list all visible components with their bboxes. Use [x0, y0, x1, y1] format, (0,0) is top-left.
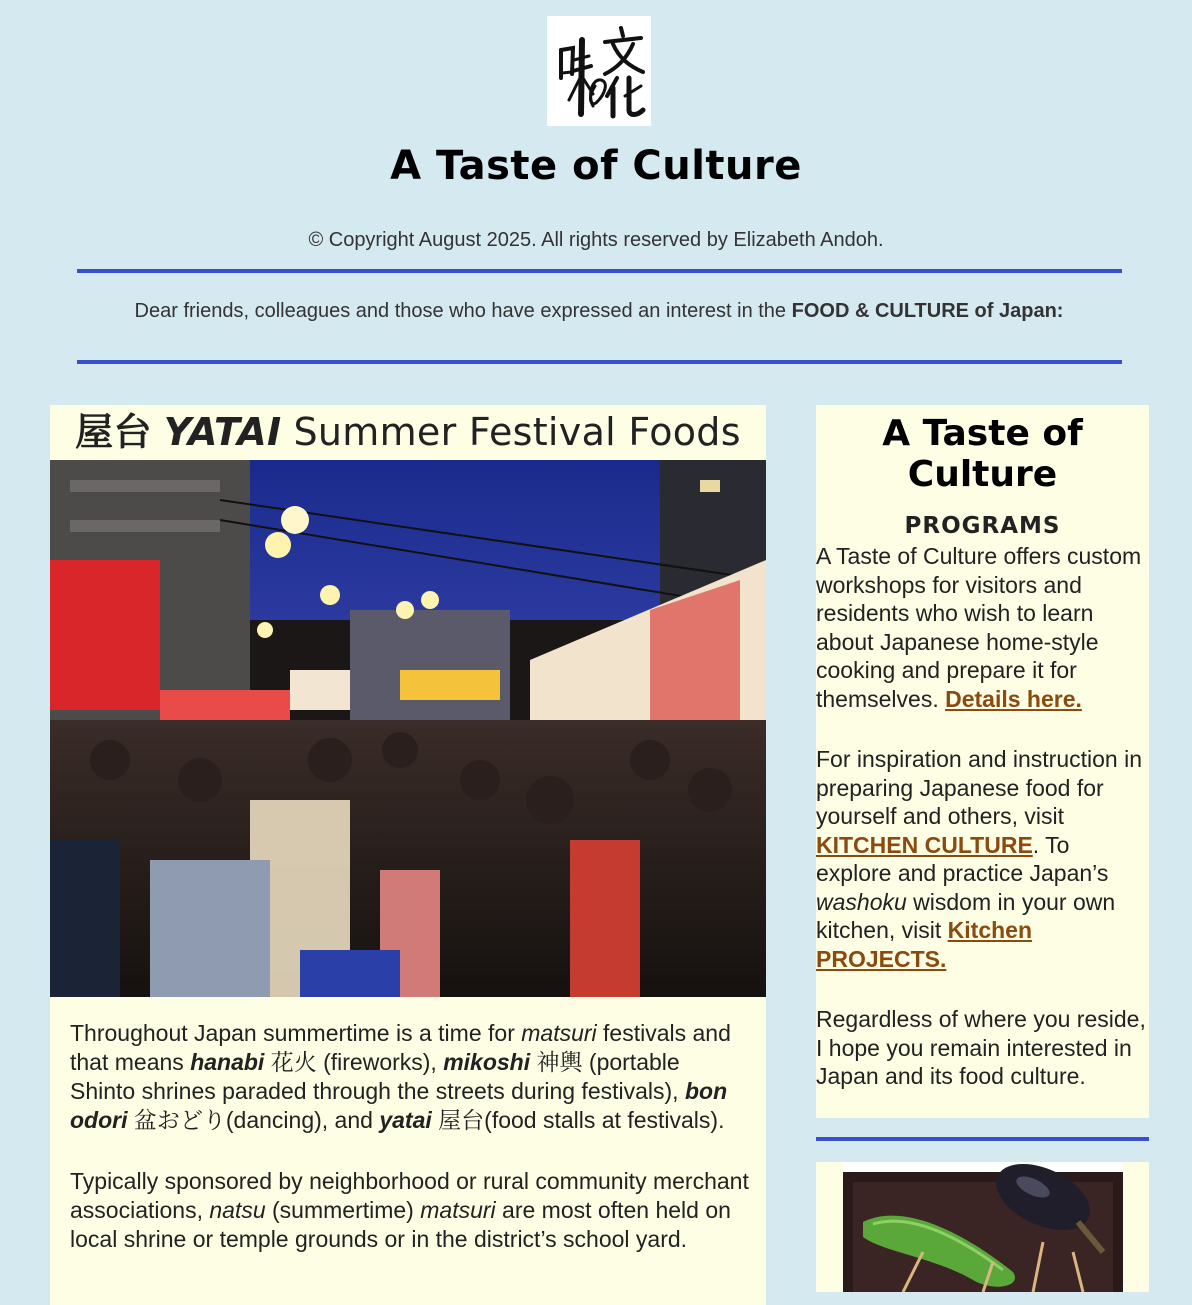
sidebar-body	[816, 542, 1149, 1123]
cucumber-eggplant-photo	[843, 1162, 1123, 1292]
term-matsuri: matsuri	[420, 1197, 496, 1223]
text: For inspiration and instruction in preparing Japanese food for yourself and others, visit	[816, 746, 1142, 829]
text: 花火 (fireworks),	[264, 1049, 444, 1075]
term-washoku: washoku	[816, 888, 907, 915]
article-title-italic: YATAI	[163, 410, 282, 454]
term-mikoshi: mikoshi	[443, 1049, 531, 1075]
sidebar-panel	[816, 405, 1149, 1118]
text: Throughout Japan summertime is a time for	[70, 1020, 522, 1046]
article-body	[70, 1019, 750, 1286]
article-title	[50, 405, 766, 460]
divider-bottom	[77, 360, 1122, 364]
text: festivals and that means	[70, 1020, 731, 1075]
text: 盆おどり(dancing), and	[127, 1107, 380, 1133]
term-bon-odori: bon odori	[70, 1078, 728, 1133]
copyright-notice: © Copyright August 2025. All rights reserved by Elizabeth Andoh.	[308, 229, 884, 251]
calligraphy-logo-icon	[547, 16, 651, 126]
text: are most often held on local shrine or temple grounds or in the district’s school yard.	[70, 1197, 731, 1252]
article-title-jp: 屋台	[75, 410, 152, 454]
sidebar-subtitle: PROGRAMS	[904, 513, 1061, 539]
text: 屋台(food stalls at festivals).	[431, 1107, 725, 1133]
site-logo	[547, 16, 651, 126]
divider-top	[77, 269, 1122, 273]
sidebar-divider	[816, 1137, 1149, 1141]
greeting-text: Dear friends, colleagues and those who have expressed an interest in the	[134, 300, 792, 322]
details-link[interactable]: Details here.	[945, 685, 1082, 712]
text: 神輿 (portable Shinto shrines paraded through the streets during festivals),	[70, 1049, 685, 1104]
kitchen-culture-link[interactable]: KITCHEN CULTURE	[816, 831, 1033, 858]
festival-yatai-photo	[50, 460, 766, 997]
text: wisdom in your own kitchen, visit	[816, 888, 1116, 943]
article-paragraph-1	[70, 1019, 750, 1135]
sidebar-paragraph-3: Regardless of where you reside, I hope you remain interested in Japan and its food culture.	[816, 1006, 1146, 1089]
sidebar-paragraph-1	[816, 542, 1149, 713]
greeting-bold: FOOD & CULTURE of Japan:	[791, 300, 1064, 322]
greeting	[0, 300, 1192, 323]
sidebar-paragraph-2	[816, 745, 1149, 973]
article-title-rest: Summer Festival Foods	[293, 410, 741, 454]
article-paragraph-2	[70, 1167, 750, 1254]
text: (summertime)	[265, 1197, 421, 1223]
text: . To explore and practice Japan’s	[816, 831, 1109, 886]
article-panel	[50, 405, 766, 1305]
site-title: A Taste of Culture	[390, 143, 802, 189]
kitchen-projects-link[interactable]: Kitchen PROJECTS.	[816, 917, 1032, 972]
sidebar-title: A Taste of Culture	[882, 413, 1083, 495]
term-yatai: yatai	[379, 1107, 432, 1133]
term-hanabi: hanabi	[190, 1049, 265, 1075]
sidebar-image-panel	[816, 1162, 1149, 1292]
text: A Taste of Culture offers custom workshops for visitors and residents who wish to learn about Japanese home-style cooking and prepare it for themselves.	[816, 543, 1142, 712]
text: Typically sponsored by neighborhood or rural community merchant associations,	[70, 1168, 749, 1223]
term-matsuri: matsuri	[521, 1020, 597, 1046]
term-natsu: natsu	[209, 1197, 266, 1223]
